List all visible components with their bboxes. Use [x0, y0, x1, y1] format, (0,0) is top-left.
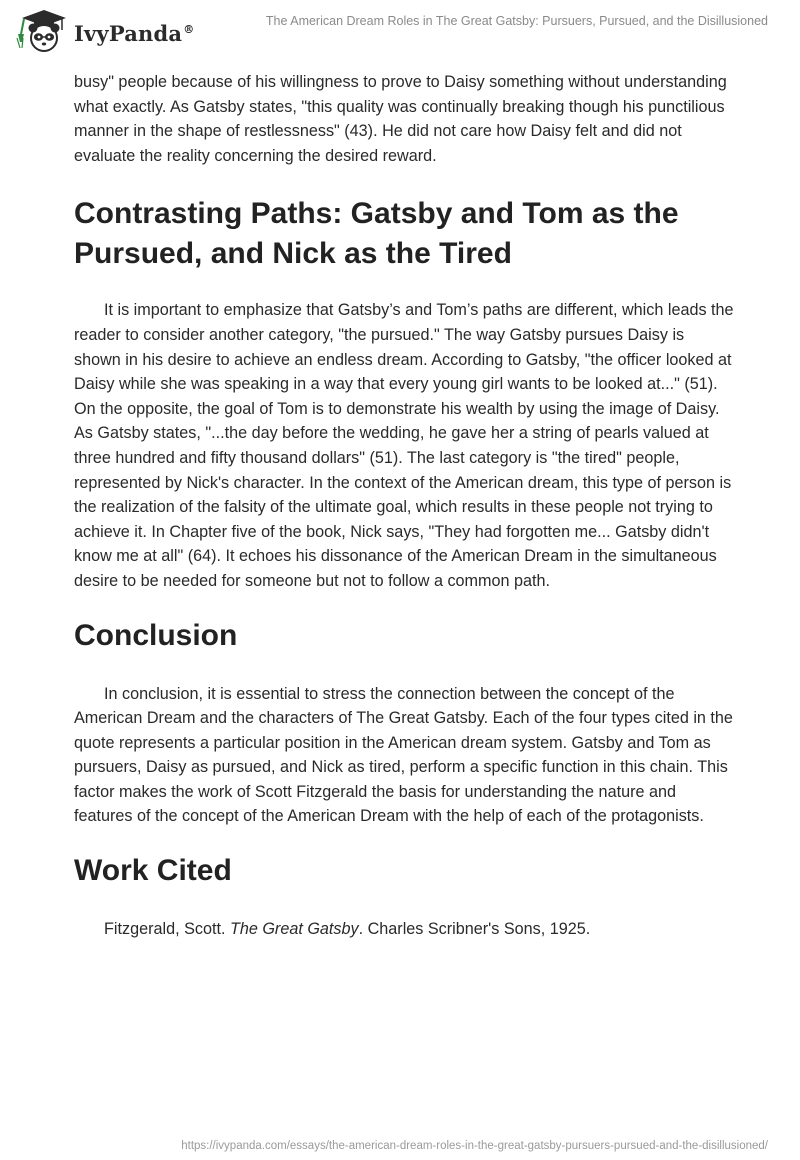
essay-content [74, 70, 734, 942]
conclusion-paragraph: In conclusion, it is essential to stress the connection between the concept of the American Dream and the characters of The Great Gatsby. Each of the four types cited in the quote represents a particular position in the American dream system. Gatsby and Tom as pursuers, Daisy as pursued, and Nick as tired, perform a specific function in this chain. This factor makes the work of Scott Fitzgerald the basis for understanding the nature and features of the concept of the American Dream with the help of each of the protagonists. [74, 684, 733, 826]
section-heading-contrasting-paths: Contrasting Paths: Gatsby and Tom as the Pursued, and Nick as the Tired [74, 197, 679, 271]
document-running-title: The American Dream Roles in The Great Gatsby: Pursuers, Pursued, and the Disillusioned [265, 14, 768, 28]
citation-title: The Great Gatsby [229, 920, 359, 939]
page-header [0, 0, 800, 62]
contrasting-paths-paragraph: It is important to emphasize that Gatsby’s and Tom’s paths are different, which leads the reader to consider another category, "the pursued." The way Gatsby pursues Daisy is shown in his desire to achieve an endless dream. According to Gatsby, "the officer looked at Daisy while she was speaking in a way that every young girl wants to be looked at..." (51). On the opposite, the goal of Tom is to demonstrate his wealth by using the image of Daisy. As Gatsby states, "...the day before the wedding, he gave her a string of pearls valued at three hundred and fifty thousand dollars" (51). The last category is "the tired" people, represented by Nick's character. In the context of the American dream, this type of person is the realization of the falsity of the ultimate goal, which results in these people not trying to achieve it. In Chapter five of the book, Nick says, "They had forgotten me... Gatsby didn't know me at all" (64). It echoes his dissonance of the American Dream in the simultaneous desire to be needed for someone but not to follow a common path. [74, 301, 734, 590]
brand-name: IvyPanda® [74, 20, 195, 46]
citation-entry [74, 917, 734, 942]
citation-publisher: . Charles Scribner's Sons, 1925. [358, 920, 591, 939]
panda-graduate-icon [14, 8, 70, 54]
section-heading-conclusion: Conclusion [74, 618, 238, 652]
section-heading-work-cited: Work Cited [74, 854, 232, 888]
continued-paragraph: busy" people because of his willingness to prove to Daisy something without understanding what exactly. As Gatsby states, "this quality was continually breaking though his punctilious manner in the shape of restlessness" (43). He did not care how Daisy felt and did not evaluate the reality concerning the desired reward. [74, 73, 727, 165]
citation-author: Fitzgerald, Scott. [104, 920, 230, 939]
source-url[interactable]: https://ivypanda.com/essays/the-american-dream-roles-in-the-great-gatsby-pursuers-pursued-and-the-disillusioned/ [181, 1140, 768, 1152]
brand-logo[interactable] [14, 8, 194, 54]
